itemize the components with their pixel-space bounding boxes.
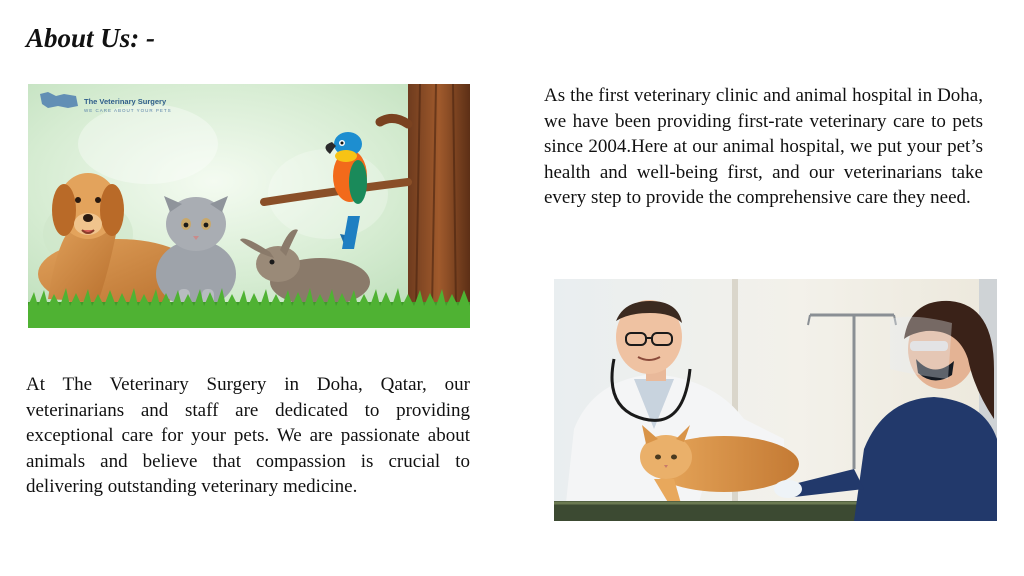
logo-name: The Veterinary Surgery [84, 97, 167, 106]
page-title: About Us: - [26, 23, 156, 53]
logo-tagline: WE CARE ABOUT YOUR PETS [84, 108, 172, 113]
detail-paragraph: At The Veterinary Surgery in Doha, Qatar, our veterinarians and staff are dedicated to providing exceptional care for your pets. We are passionate about animals and believe that compassion is crucial to delivering outstanding veterinary medicine. [26, 374, 470, 498]
pets-group-image [28, 84, 470, 328]
intro-paragraph: As the first veterinary clinic and animal hospital in Doha, we have been providing first-rate veterinary care to pets since 2004.Here at our animal hospital, we put your pet’s health and well-being first, and our veterinarians take every step to provide the comprehensive care they need. [544, 85, 983, 209]
vet-examining-cat-image [554, 279, 997, 521]
